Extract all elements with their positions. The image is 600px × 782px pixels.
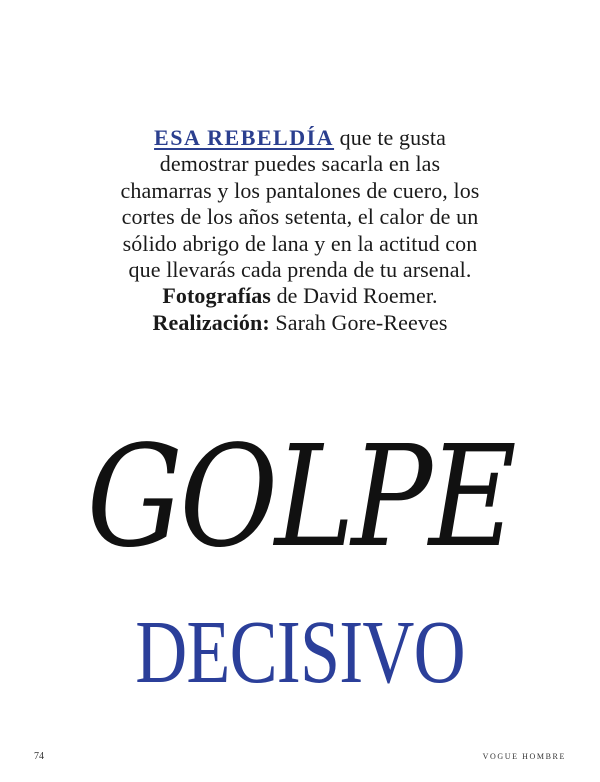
- intro-paragraph: [118, 125, 482, 336]
- magazine-name: VOGUE HOMBRE: [482, 752, 566, 761]
- headline-main: GOLPE: [86, 416, 514, 579]
- photo-credit-text: de David Roemer.: [270, 283, 438, 309]
- styling-credit-label: Realización:: [152, 309, 270, 335]
- headline-sub: DECISIVO: [135, 603, 465, 702]
- photo-credit-label: Fotografías: [162, 283, 271, 309]
- intro-body: que te gusta demostrar puedes sacarla en las chamarras y los pantalones de cuero, los cortes de los años setenta, el calor de un sólido abrigo de lana y en la actitud con que llevarás cada prenda de tu arsenal.: [120, 125, 480, 283]
- intro-kicker: ESA REBELDÍA: [154, 125, 335, 150]
- styling-credit-text: Sarah Gore-Reeves: [269, 309, 448, 335]
- page-number: 74: [34, 751, 44, 762]
